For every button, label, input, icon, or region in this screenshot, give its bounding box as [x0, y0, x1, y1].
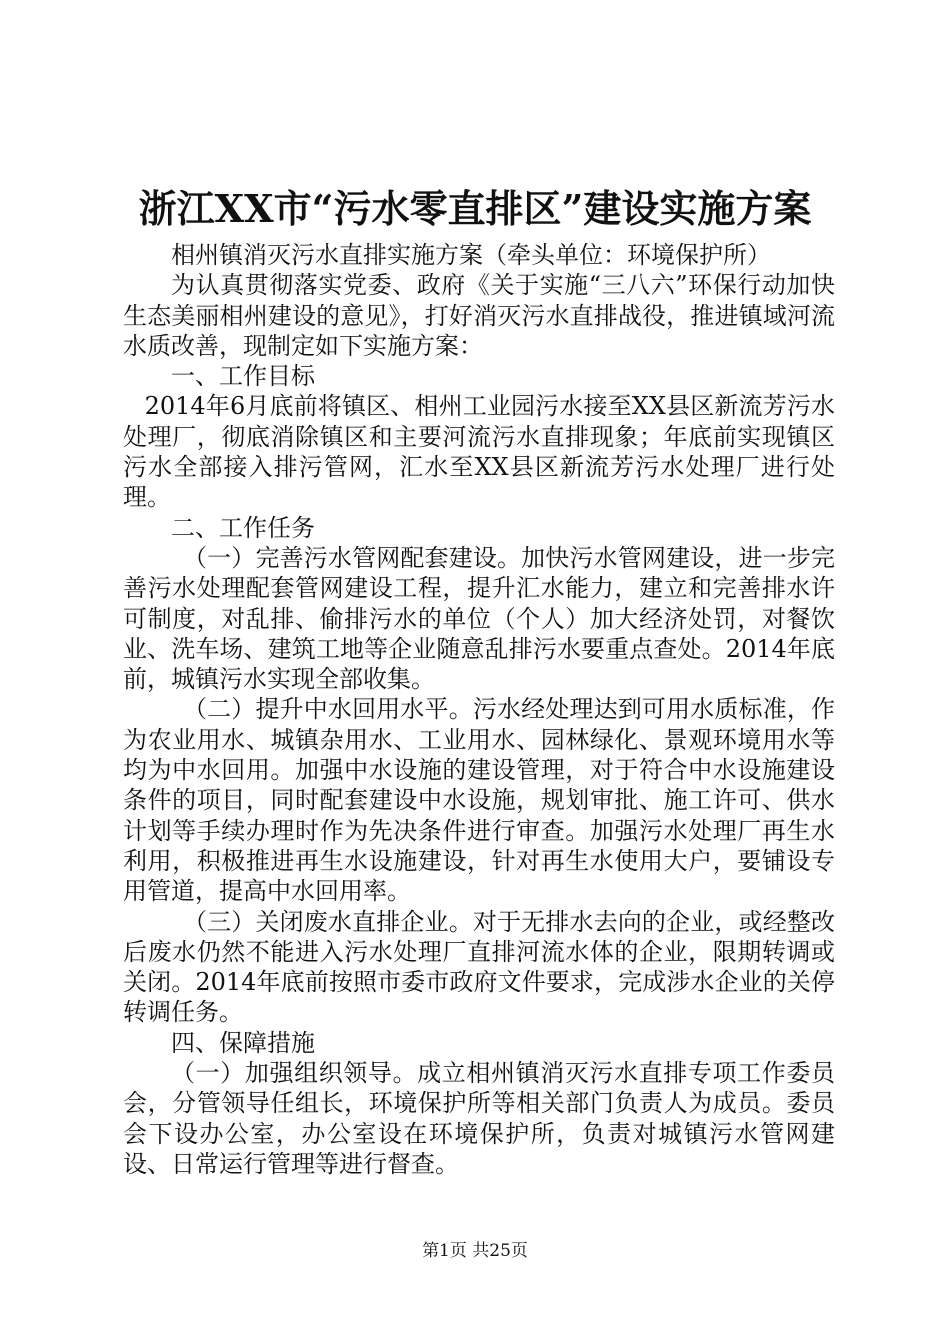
paragraph-task-3: （三）关闭废水直排企业。对于无排水去向的企业，或经整改后废水仍然不能进入污水处理厂直排河流水体的企业，限期转调或关闭。2014年底前按照市委市政府文件要求，完成涉水企业的关停转调任务。: [123, 907, 835, 1027]
paragraph-safeguard-1: （一）加强组织领导。成立相州镇消灭污水直排专项工作委员会，分管领导任组长，环境保护所等相关部门负责人为成员。委员会下设办公室，办公室设在环境保护所，负责对城镇污水管网建设、日常运行管理等进行督查。: [123, 1059, 835, 1178]
heading-work-tasks: 二、工作任务: [171, 513, 315, 542]
paragraph-task-2: （二）提升中水回用水平。污水经处理达到可用水质标准，作为农业用水、城镇杂用水、工业用水、园林绿化、景观环境用水等均为中水回用。加强中水设施的建设管理，对于符合中水设施建设条件的项目，同时配套建设中水设施，规划审批、施工许可、供水计划等手续办理时作为先决条件进行审查。加强污水处理厂再生水利用，积极推进再生水设施建设，针对再生水使用大户，要铺设专用管道，提高中水回用率。: [123, 695, 835, 906]
paragraph-work-goal: 2014年6月底前将镇区、相州工业园污水接至XX县区新流芳污水处理厂，彻底消除镇区和主要河流污水直排现象；年底前实现镇区污水全部接入排污管网，汇水至XX县区新流芳污水处理厂进行处理。: [123, 392, 835, 512]
paragraph-subtitle: 相州镇消灭污水直排实施方案（牵头单位：环境保护所）: [171, 241, 771, 269]
document-title: 浙江XX市“污水零直排区”建设实施方案: [138, 186, 812, 231]
document-body: [123, 240, 835, 1179]
page-footer: 第1页 共25页: [422, 1241, 528, 1261]
paragraph-task-1: （一）完善污水管网配套建设。加快污水管网建设，进一步完善污水处理配套管网建设工程，提升汇水能力，建立和完善排水许可制度，对乱排、偷排污水的单位（个人）加大经济处罚，对餐饮业、洗车场、建筑工地等企业随意乱排污水要重点查处。2014年底前，城镇污水实现全部收集。: [123, 543, 835, 694]
heading-safeguards: 四、保障措施: [171, 1028, 315, 1057]
paragraph-intro: 为认真贯彻落实党委、政府《关于实施“三八六”环保行动加快生态美丽相州建设的意见》，打好消灭污水直排战役，推进镇域河流水质改善，现制定如下实施方案：: [123, 271, 835, 360]
heading-work-goal: 一、工作目标: [171, 362, 315, 391]
